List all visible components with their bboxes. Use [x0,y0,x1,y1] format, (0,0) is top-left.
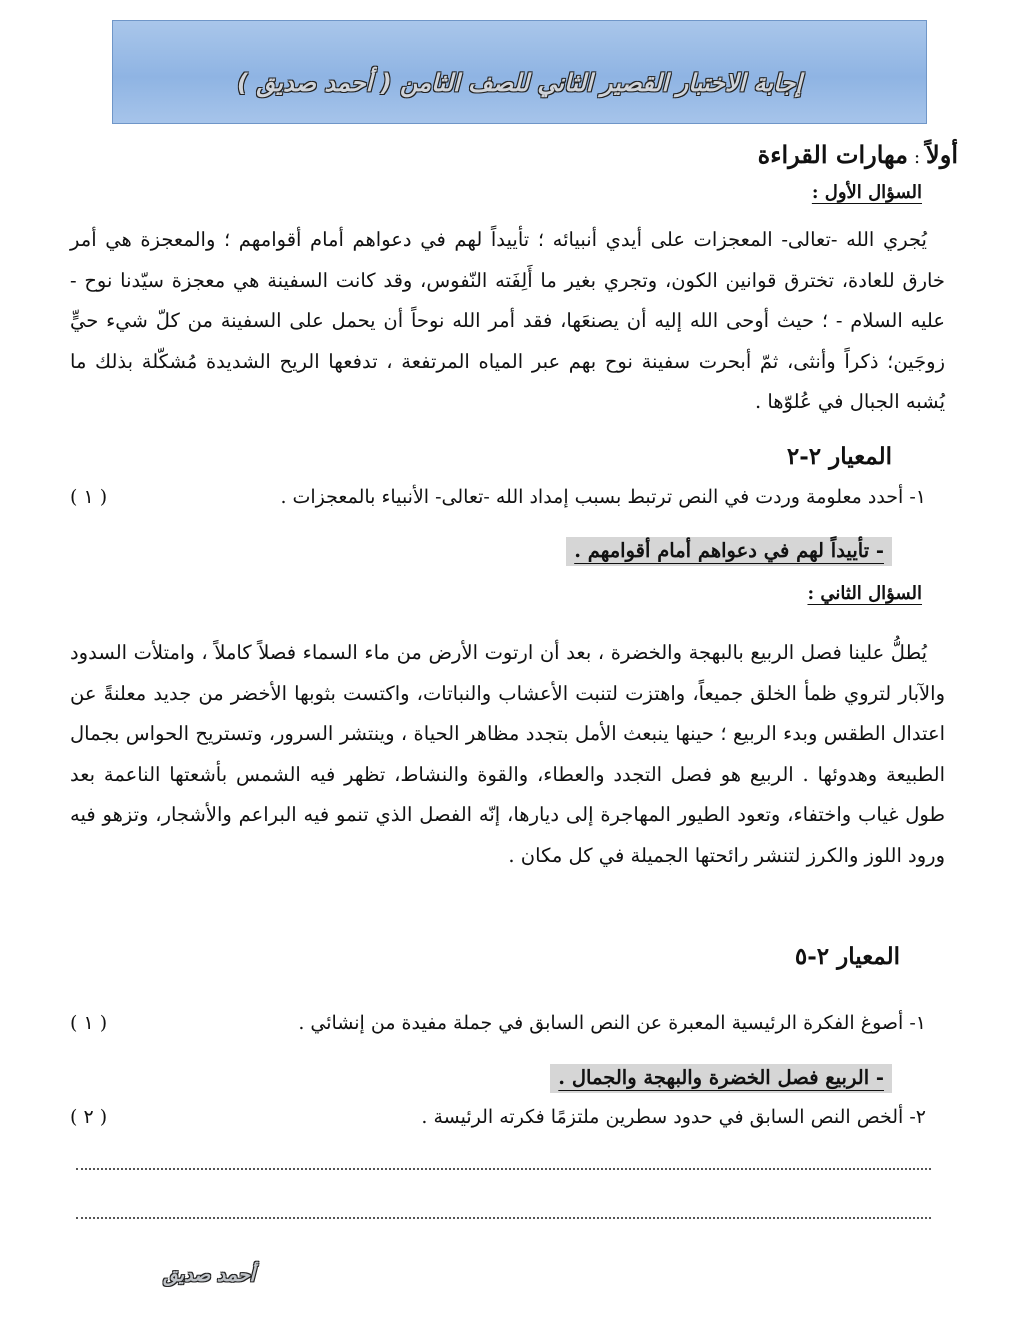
question-1-item [70,486,926,508]
question-2-heading: السؤال الثاني : [807,583,922,604]
question-2-passage: يُطلُّ علينا فصل الربيع بالبهجة والخضرة ، بعد أن ارتوت الأرض من ماء السماء فصلاً كاملاً ، وامتلأت السدود والآبار لتروي ظمأ الخلق جميعاً، واهتزت لتنبت الأعشاب والنباتات، واكتست بثوبها الأخضر من جديد معلنةً عن اعتدال الطقس وبدء الربيع ؛ حينها ينبعث الأمل بتجدد مظاهر الحياة ، وينتشر السرور، وتستريح الحواس بجمال الطبيعة وهدوئها . الربيع هو فصل التجدد والعطاء، والقوة والنشاط، تظهر فيه الشمس بأشعتها الناعمة بعد طول غياب واختفاء، وتعود الطيور المهاجرة إلى ديارها، إنّه الفصل الذي تنمو فيه البراعم والأشجار، وتزهو فيه ورود اللوز والكرز لتنشر رائحتها الجميلة في كل مكان . [70,641,945,867]
author-signature: أحمد صديق [163,1264,255,1286]
question-1-item-text: ١- أحدد معلومة وردت في النص ترتبط بسبب إمداد الله -تعالى- الأنبياء بالمعجزات . [280,486,926,508]
question-2-criterion: المعيار ٢-٥ [794,943,900,970]
question-1-heading: السؤال الأول : [811,182,922,203]
question-2-item-1-mark: ( ١ ) [70,1012,108,1034]
section-colon: : [913,147,921,168]
question-2-item-1 [70,1012,926,1034]
answer-line-2[interactable] [76,1217,931,1219]
section-title: مهارات القراءة [757,140,908,169]
question-1-criterion: المعيار ٢-٢ [786,443,892,470]
question-2-item-2-text: ٢- ألخص النص السابق في حدود سطرين ملتزمًا فكرته الرئيسة . [421,1106,926,1128]
section-heading [758,140,958,169]
question-1-answer-row [566,539,892,562]
question-2-item-2-mark: ( ٢ ) [70,1106,108,1128]
section-number: أولاً [926,140,958,169]
question-2-answer-1: - الربيع فصل الخضرة والبهجة والجمال . [550,1064,892,1093]
question-1-item-mark: ( ١ ) [70,486,108,508]
question-2-answer-row [550,1066,892,1089]
question-1-passage: يُجري الله -تعالى- المعجزات على أيدي أنبيائه ؛ تأييداً لهم في دعواهم أمام أقوامهم ؛ والمعجزة هي أمر خارق للعادة، تخترق قوانين الكون، وتجري بغير ما أَلِفَته النّفوس، وقد كانت السفينة هي معجزة سيّدنا نوح - عليه السلام - ؛ حيث أوحى الله إليه أن يصنعَها، فقد أمر الله نوحاً أن يحمل على السفينة من كلّ شيء حيٍّ زوجَين؛ ذكراً وأنثى، ثمّ أبحرت سفينة نوح بهم عبر المياه المرتفعة ، تدفعها الريح الشديدة مُشكّلة بذلك ما يُشبه الجبال في عُلوّها . [70,228,945,413]
page-title: إجابة الاختبار القصير الثاني للصف الثامن ( أحمد صديق ) [237,69,802,97]
question-1-answer: - تأييداً لهم في دعواهم أمام أقوامهم . [566,537,892,566]
question-2-item-1-text: ١- أصوغ الفكرة الرئيسية المعبرة عن النص السابق في جملة مفيدة من إنشائي . [298,1012,926,1034]
answer-line-1[interactable] [76,1168,931,1170]
question-2-item-2 [70,1106,926,1128]
title-banner [112,20,927,124]
